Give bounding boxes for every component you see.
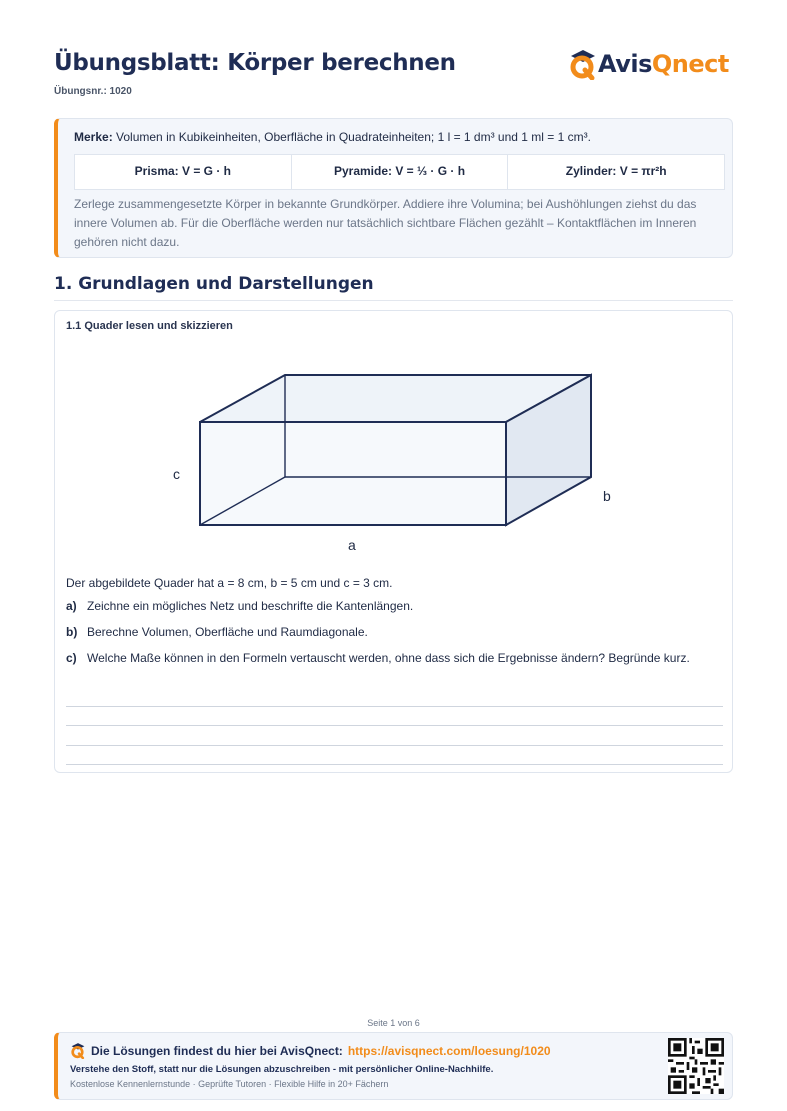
question-a xyxy=(66,599,690,625)
answer-line[interactable] xyxy=(66,726,723,746)
logo-text xyxy=(598,50,729,78)
label-b: b xyxy=(603,488,611,504)
question-c xyxy=(66,651,690,677)
task-heading: 1.1 Quader lesen und skizzieren xyxy=(66,320,233,332)
answer-line[interactable] xyxy=(66,746,723,766)
formula-prisma: Prisma: V = G · h xyxy=(134,164,232,178)
cuboid-front-face xyxy=(200,422,506,525)
footer-subtitle: Verstehe den Stoff, statt nur die Lösungen abzuschreiben - mit persönlicher Online-Nachhilfe. xyxy=(70,1064,494,1075)
merke-line xyxy=(74,130,591,144)
qr-code-icon[interactable] xyxy=(668,1038,724,1094)
section-heading: 1. Grundlagen und Darstellungen xyxy=(54,274,733,301)
footer-box xyxy=(54,1032,733,1100)
label-c: c xyxy=(173,466,180,482)
exercise-number: Übungsnr.: 1020 xyxy=(54,86,132,97)
merke-units: Volumen in Kubikeinheiten, Oberfläche in Quadrateinheiten; 1 l = 1 dm³ und 1 ml = 1 cm³. xyxy=(116,130,591,144)
footer-title: Die Lösungen findest du hier bei AvisQnect: xyxy=(91,1043,343,1058)
question-label: b) xyxy=(66,625,78,639)
merke-label: Merke: xyxy=(74,130,113,144)
merke-hint: Zerlege zusammengesetzte Körper in bekannte Grundkörper. Addiere ihre Volumina; bei Aushöhlungen ziehst du das innere Volumen ab. Für die Oberfläche werden nur tatsächlich sichtbare Flächen gezählt – Kontaktflächen im Inneren gehören nicht dazu. xyxy=(74,197,697,249)
question-b xyxy=(66,625,690,651)
question-text: Zeichne ein mögliches Netz und beschrifte die Kantenlängen. xyxy=(87,599,414,613)
question-text: Welche Maße können in den Formeln vertauscht werden, ohne dass sich die Ergebnisse ändern? Begründe kurz. xyxy=(87,651,690,665)
formula-pyramide: Pyramide: V = ⅓ · G · h xyxy=(291,155,508,189)
cuboid-figure xyxy=(55,311,732,561)
question-text: Berechne Volumen, Oberfläche und Raumdiagonale. xyxy=(87,625,368,639)
graduation-q-small-icon xyxy=(70,1042,86,1059)
footer-tags: Kostenlose Kennenlernstunde · Geprüfte Tutoren · Flexible Hilfe in 20+ Fächern xyxy=(70,1079,389,1089)
formula-table xyxy=(74,154,725,190)
logo-part-qnect: Qnect xyxy=(651,50,729,78)
label-a: a xyxy=(348,537,356,553)
task-intro: Der abgebildete Quader hat a = 8 cm, b = 5 cm und c = 3 cm. xyxy=(66,576,393,590)
answer-lines[interactable] xyxy=(66,687,723,765)
task-card xyxy=(54,310,733,773)
page-title: Übungsblatt: Körper berechnen xyxy=(54,50,456,76)
footer-solution-link[interactable]: https://avisqnect.com/loesung/1020 xyxy=(347,1043,551,1058)
answer-line[interactable] xyxy=(66,687,723,707)
footer-title-row xyxy=(70,1042,551,1059)
logo-part-avis: Avis xyxy=(598,50,652,78)
formula-zylinder: Zylinder: V = πr²h xyxy=(507,155,724,189)
answer-line[interactable] xyxy=(66,707,723,727)
page-number: Seite 1 von 6 xyxy=(367,1018,420,1028)
question-list xyxy=(66,599,690,677)
question-label: c) xyxy=(66,651,77,665)
graduation-q-logo-icon xyxy=(568,48,598,80)
brand-logo[interactable] xyxy=(568,48,729,80)
question-label: a) xyxy=(66,599,77,613)
merke-box xyxy=(54,118,733,258)
